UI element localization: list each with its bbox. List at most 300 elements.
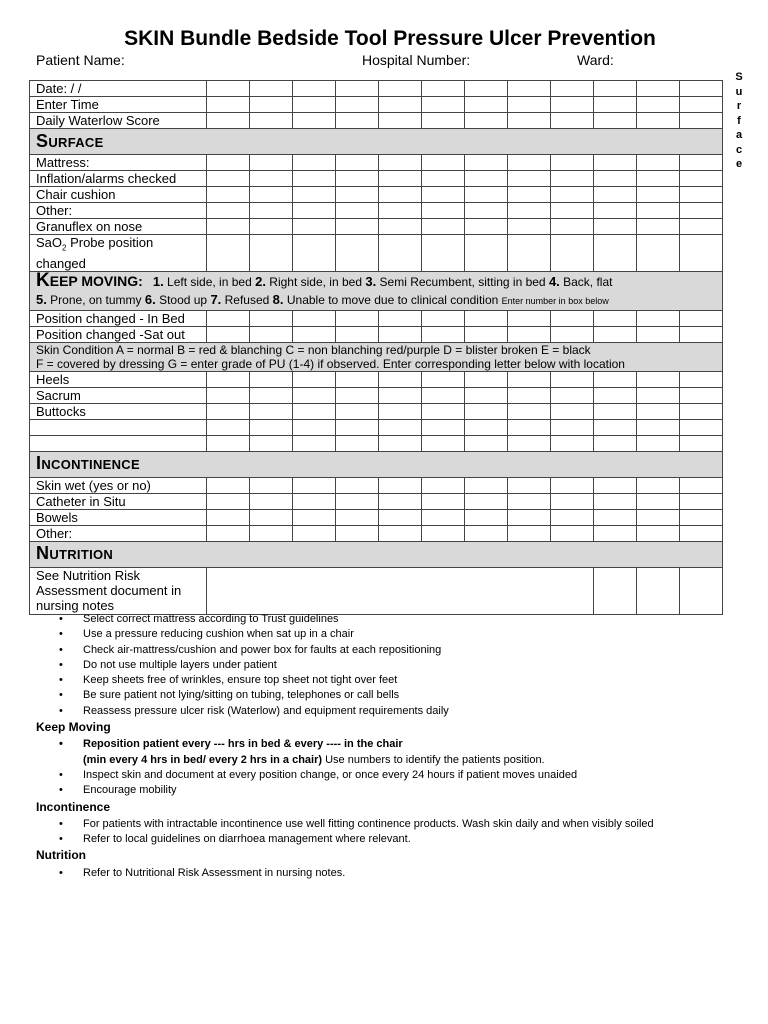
entry-cell[interactable] xyxy=(379,203,422,219)
entry-cell[interactable] xyxy=(336,419,379,435)
entry-cell[interactable] xyxy=(465,509,508,525)
entry-cell[interactable] xyxy=(680,219,723,235)
entry-cell[interactable] xyxy=(293,235,336,272)
entry-cell[interactable] xyxy=(379,435,422,451)
buttocks-label: Buttocks xyxy=(30,403,207,419)
entry-cell[interactable] xyxy=(379,171,422,187)
entry-cell[interactable] xyxy=(508,509,551,525)
entry-cell[interactable] xyxy=(336,371,379,387)
entry-cell[interactable] xyxy=(336,310,379,326)
entry-cell[interactable] xyxy=(293,403,336,419)
nutrition-heading: NUTRITION xyxy=(30,541,723,567)
entry-cell[interactable] xyxy=(637,113,680,129)
entry-cell[interactable] xyxy=(465,326,508,342)
entry-cell[interactable] xyxy=(594,477,637,493)
entry-cell[interactable] xyxy=(465,493,508,509)
entry-cell[interactable] xyxy=(637,477,680,493)
table-row xyxy=(30,81,723,97)
entry-cell[interactable] xyxy=(594,171,637,187)
entry-cell[interactable] xyxy=(207,525,250,541)
entry-cell[interactable] xyxy=(379,187,422,203)
entry-cell[interactable] xyxy=(508,371,551,387)
entry-cell[interactable] xyxy=(680,567,723,614)
table-row xyxy=(30,219,723,235)
list-item: • Reposition patient every --- hrs in bed & every ---- in the chair xyxy=(83,737,736,752)
entry-cell[interactable] xyxy=(508,403,551,419)
entry-cell[interactable] xyxy=(293,310,336,326)
entry-cell[interactable] xyxy=(680,387,723,403)
entry-cell[interactable] xyxy=(465,403,508,419)
entry-cell[interactable] xyxy=(508,493,551,509)
entry-cell[interactable] xyxy=(293,371,336,387)
entry-cell[interactable] xyxy=(508,310,551,326)
table-row xyxy=(30,493,723,509)
entry-cell[interactable] xyxy=(594,387,637,403)
heels-label: Heels xyxy=(30,371,207,387)
entry-cell[interactable] xyxy=(207,171,250,187)
nutrition-entry-cell[interactable] xyxy=(207,567,594,614)
entry-cell[interactable] xyxy=(594,155,637,171)
entry-cell[interactable] xyxy=(680,419,723,435)
entry-cell[interactable] xyxy=(293,171,336,187)
entry-cell[interactable] xyxy=(680,493,723,509)
entry-cell[interactable] xyxy=(207,155,250,171)
surface-guidance-list xyxy=(36,612,736,719)
entry-cell[interactable] xyxy=(250,219,293,235)
entry-cell[interactable] xyxy=(207,435,250,451)
entry-cell[interactable] xyxy=(379,525,422,541)
entry-cell[interactable] xyxy=(207,203,250,219)
keep-moving-heading: KEEP MOVING: 1. Left side, in bed 2. Right side, in bed 3. Semi Recumbent, sitting in bed 4. Back, flat 5. Prone, on tummy 6. Stood up 7. Refused 8. Unable to move due to clinical condition Enter number in box below xyxy=(30,271,723,310)
entry-cell[interactable] xyxy=(637,403,680,419)
keep-moving-guidance-list xyxy=(36,737,736,798)
entry-cell[interactable] xyxy=(422,477,465,493)
entry-cell[interactable] xyxy=(508,97,551,113)
entry-cell[interactable] xyxy=(680,155,723,171)
incontinence-section xyxy=(30,451,723,477)
entry-cell[interactable] xyxy=(250,187,293,203)
chair-cushion-label: Chair cushion xyxy=(30,187,207,203)
entry-cell[interactable] xyxy=(594,203,637,219)
entry-cell[interactable] xyxy=(379,235,422,272)
entry-cell[interactable] xyxy=(250,525,293,541)
entry-cell[interactable] xyxy=(293,187,336,203)
entry-cell[interactable] xyxy=(594,235,637,272)
position-in-bed-label: Position changed - In Bed xyxy=(30,310,207,326)
entry-cell[interactable] xyxy=(551,387,594,403)
entry-cell[interactable] xyxy=(551,310,594,326)
entry-cell[interactable] xyxy=(637,493,680,509)
entry-cell[interactable] xyxy=(207,403,250,419)
nutrition-guidance-list xyxy=(36,866,736,881)
entry-cell[interactable] xyxy=(594,113,637,129)
entry-cell[interactable] xyxy=(250,155,293,171)
entry-cell[interactable] xyxy=(207,419,250,435)
entry-cell[interactable] xyxy=(422,419,465,435)
list-item: • For patients with intractable incontinence use well fitting continence products. Wash skin daily and when visibly soiled xyxy=(83,817,736,832)
entry-cell[interactable] xyxy=(422,97,465,113)
entry-cell[interactable] xyxy=(680,203,723,219)
granuflex-label: Granuflex on nose xyxy=(30,219,207,235)
entry-cell[interactable] xyxy=(465,310,508,326)
entry-cell[interactable] xyxy=(336,97,379,113)
entry-cell[interactable] xyxy=(465,155,508,171)
incontinence-heading: INCONTINENCE xyxy=(30,451,723,477)
entry-cell[interactable] xyxy=(465,371,508,387)
page-title: SKIN Bundle Bedside Tool Pressure Ulcer Prevention xyxy=(124,27,656,50)
entry-cell[interactable] xyxy=(250,493,293,509)
entry-cell[interactable] xyxy=(250,81,293,97)
entry-cell[interactable] xyxy=(336,493,379,509)
sacrum-label: Sacrum xyxy=(30,387,207,403)
table-row xyxy=(30,310,723,326)
entry-cell[interactable] xyxy=(207,310,250,326)
entry-cell[interactable] xyxy=(594,371,637,387)
entry-cell[interactable] xyxy=(379,81,422,97)
entry-cell[interactable] xyxy=(422,326,465,342)
entry-cell[interactable] xyxy=(637,97,680,113)
list-item: • Refer to local guidelines on diarrhoea management where relevant. xyxy=(83,832,736,847)
entry-cell[interactable] xyxy=(250,477,293,493)
list-item: • Encourage mobility xyxy=(83,783,736,798)
entry-cell[interactable] xyxy=(508,525,551,541)
entry-cell[interactable] xyxy=(594,326,637,342)
entry-cell[interactable] xyxy=(379,403,422,419)
entry-cell[interactable] xyxy=(551,419,594,435)
entry-cell[interactable] xyxy=(508,113,551,129)
entry-cell[interactable] xyxy=(422,235,465,272)
entry-cell[interactable] xyxy=(594,310,637,326)
entry-cell[interactable] xyxy=(293,387,336,403)
entry-cell[interactable] xyxy=(336,155,379,171)
entry-cell[interactable] xyxy=(680,113,723,129)
entry-cell[interactable] xyxy=(551,219,594,235)
entry-cell[interactable] xyxy=(551,187,594,203)
waterlow-label: Daily Waterlow Score xyxy=(30,113,207,129)
entry-cell[interactable] xyxy=(250,235,293,272)
entry-cell[interactable] xyxy=(637,155,680,171)
entry-cell[interactable] xyxy=(250,203,293,219)
entry-cell[interactable] xyxy=(551,326,594,342)
entry-cell[interactable] xyxy=(422,525,465,541)
entry-cell[interactable] xyxy=(465,387,508,403)
entry-cell[interactable] xyxy=(508,171,551,187)
entry-cell[interactable] xyxy=(422,187,465,203)
entry-cell[interactable] xyxy=(293,525,336,541)
entry-cell[interactable] xyxy=(207,509,250,525)
entry-cell[interactable] xyxy=(637,435,680,451)
skin-condition-key: Skin Condition A = normal B = red & blanching C = non blanching red/purple D = blister broken E = black F = covered by dressing G = enter grade of PU (1-4) if observed. Enter corresponding letter below with location xyxy=(30,342,723,371)
table-row xyxy=(30,403,723,419)
entry-cell[interactable] xyxy=(336,219,379,235)
entry-cell[interactable] xyxy=(207,219,250,235)
entry-cell[interactable] xyxy=(551,371,594,387)
entry-cell[interactable] xyxy=(293,155,336,171)
entry-cell[interactable] xyxy=(551,235,594,272)
entry-cell[interactable] xyxy=(293,493,336,509)
table-row xyxy=(30,477,723,493)
entry-cell[interactable] xyxy=(508,235,551,272)
entry-cell[interactable] xyxy=(551,509,594,525)
entry-cell[interactable] xyxy=(379,419,422,435)
entry-cell[interactable] xyxy=(508,155,551,171)
list-item: • Select correct mattress according to Trust guidelines xyxy=(83,612,736,627)
entry-cell[interactable] xyxy=(336,509,379,525)
entry-cell[interactable] xyxy=(293,326,336,342)
entry-cell[interactable] xyxy=(465,235,508,272)
entry-cell[interactable] xyxy=(465,435,508,451)
entry-cell[interactable] xyxy=(379,371,422,387)
entry-cell[interactable] xyxy=(637,419,680,435)
entry-cell[interactable] xyxy=(637,387,680,403)
keep-moving-heading: Keep Moving xyxy=(36,720,111,735)
time-label: Enter Time xyxy=(30,97,207,113)
guidance-notes xyxy=(36,612,736,881)
entry-cell[interactable] xyxy=(508,219,551,235)
entry-cell[interactable] xyxy=(637,509,680,525)
entry-cell[interactable] xyxy=(250,419,293,435)
entry-cell[interactable] xyxy=(637,171,680,187)
entry-cell[interactable] xyxy=(336,203,379,219)
entry-cell[interactable] xyxy=(594,81,637,97)
entry-cell[interactable] xyxy=(293,509,336,525)
entry-cell[interactable] xyxy=(207,81,250,97)
entry-cell[interactable] xyxy=(379,219,422,235)
entry-cell[interactable] xyxy=(594,419,637,435)
entry-cell[interactable] xyxy=(293,219,336,235)
entry-cell[interactable] xyxy=(594,219,637,235)
skin-condition-section xyxy=(30,342,723,371)
entry-cell[interactable] xyxy=(551,403,594,419)
entry-cell[interactable] xyxy=(680,371,723,387)
entry-cell[interactable] xyxy=(637,203,680,219)
entry-cell[interactable] xyxy=(293,81,336,97)
entry-cell[interactable] xyxy=(293,97,336,113)
entry-cell[interactable] xyxy=(422,203,465,219)
nutrition-section xyxy=(30,541,723,567)
entry-cell[interactable] xyxy=(207,477,250,493)
list-item: • Use a pressure reducing cushion when sat up in a chair xyxy=(83,627,736,642)
entry-cell[interactable] xyxy=(594,509,637,525)
entry-cell[interactable] xyxy=(637,371,680,387)
entry-cell[interactable] xyxy=(508,187,551,203)
entry-cell[interactable] xyxy=(637,567,680,614)
entry-cell[interactable] xyxy=(379,310,422,326)
entry-cell[interactable] xyxy=(594,97,637,113)
entry-cell[interactable] xyxy=(422,310,465,326)
entry-cell[interactable] xyxy=(465,219,508,235)
table-row xyxy=(30,509,723,525)
entry-cell[interactable] xyxy=(508,203,551,219)
date-label: Date: / / xyxy=(30,81,207,97)
entry-cell[interactable] xyxy=(379,387,422,403)
entry-cell[interactable] xyxy=(680,171,723,187)
ward-label: Ward: xyxy=(577,52,614,68)
entry-cell[interactable] xyxy=(680,187,723,203)
position-sat-out-label: Position changed -Sat out xyxy=(30,326,207,342)
entry-cell[interactable] xyxy=(293,435,336,451)
blank-label xyxy=(30,435,207,451)
entry-cell[interactable] xyxy=(551,171,594,187)
entry-cell[interactable] xyxy=(551,81,594,97)
entry-cell[interactable] xyxy=(250,310,293,326)
entry-cell[interactable] xyxy=(250,435,293,451)
entry-cell[interactable] xyxy=(207,235,250,272)
entry-cell[interactable] xyxy=(336,187,379,203)
entry-cell[interactable] xyxy=(594,493,637,509)
entry-cell[interactable] xyxy=(422,387,465,403)
entry-cell[interactable] xyxy=(336,387,379,403)
entry-cell[interactable] xyxy=(680,310,723,326)
entry-cell[interactable] xyxy=(422,509,465,525)
entry-cell[interactable] xyxy=(637,326,680,342)
entry-cell[interactable] xyxy=(508,477,551,493)
entry-cell[interactable] xyxy=(551,155,594,171)
entry-cell[interactable] xyxy=(422,171,465,187)
surface-side-label: S u r f a c e xyxy=(735,71,743,170)
entry-cell[interactable] xyxy=(637,187,680,203)
list-item-continued: (min every 4 hrs in bed/ every 2 hrs in a chair) Use numbers to identify the patients position. xyxy=(83,753,545,766)
entry-cell[interactable] xyxy=(336,403,379,419)
entry-cell[interactable] xyxy=(379,97,422,113)
entry-cell[interactable] xyxy=(422,493,465,509)
sao2-label: SaO$_2$ Probe position changed xyxy=(30,235,207,272)
entry-cell[interactable] xyxy=(250,387,293,403)
entry-cell[interactable] xyxy=(551,97,594,113)
entry-cell[interactable] xyxy=(637,525,680,541)
table-row xyxy=(30,387,723,403)
entry-cell[interactable] xyxy=(465,97,508,113)
entry-cell[interactable] xyxy=(379,113,422,129)
entry-cell[interactable] xyxy=(250,371,293,387)
entry-cell[interactable] xyxy=(465,171,508,187)
entry-cell[interactable] xyxy=(508,81,551,97)
entry-cell[interactable] xyxy=(293,477,336,493)
entry-cell[interactable] xyxy=(680,326,723,342)
entry-cell[interactable] xyxy=(508,419,551,435)
entry-cell[interactable] xyxy=(465,525,508,541)
mattress-label: Mattress: xyxy=(30,155,207,171)
entry-cell[interactable] xyxy=(336,525,379,541)
entry-cell[interactable] xyxy=(422,435,465,451)
entry-cell[interactable] xyxy=(336,81,379,97)
entry-cell[interactable] xyxy=(207,326,250,342)
entry-cell[interactable] xyxy=(336,326,379,342)
entry-cell[interactable] xyxy=(379,493,422,509)
entry-cell[interactable] xyxy=(680,477,723,493)
entry-cell[interactable] xyxy=(594,403,637,419)
entry-cell[interactable] xyxy=(207,113,250,129)
skin-wet-label: Skin wet (yes or no) xyxy=(30,477,207,493)
list-item: • Check air-mattress/cushion and power box for faults at each repositioning xyxy=(83,643,736,658)
entry-cell[interactable] xyxy=(250,326,293,342)
entry-cell[interactable] xyxy=(207,493,250,509)
entry-cell[interactable] xyxy=(422,403,465,419)
entry-cell[interactable] xyxy=(637,235,680,272)
entry-cell[interactable] xyxy=(508,387,551,403)
entry-cell[interactable] xyxy=(594,187,637,203)
list-item: • Refer to Nutritional Risk Assessment in nursing notes. xyxy=(83,866,736,881)
entry-cell[interactable] xyxy=(637,219,680,235)
entry-cell[interactable] xyxy=(336,235,379,272)
entry-cell[interactable] xyxy=(379,477,422,493)
entry-cell[interactable] xyxy=(336,477,379,493)
entry-cell[interactable] xyxy=(508,435,551,451)
entry-cell[interactable] xyxy=(293,113,336,129)
entry-cell[interactable] xyxy=(336,171,379,187)
entry-cell[interactable] xyxy=(207,187,250,203)
entry-cell[interactable] xyxy=(594,435,637,451)
entry-cell[interactable] xyxy=(465,187,508,203)
entry-cell[interactable] xyxy=(250,509,293,525)
entry-cell[interactable] xyxy=(551,113,594,129)
entry-cell[interactable] xyxy=(680,97,723,113)
entry-cell[interactable] xyxy=(422,371,465,387)
entry-cell[interactable] xyxy=(250,113,293,129)
entry-cell[interactable] xyxy=(422,113,465,129)
entry-cell[interactable] xyxy=(551,493,594,509)
entry-cell[interactable] xyxy=(551,525,594,541)
entry-cell[interactable] xyxy=(465,113,508,129)
entry-cell[interactable] xyxy=(680,235,723,272)
entry-cell[interactable] xyxy=(293,203,336,219)
table-row xyxy=(30,113,723,129)
entry-cell[interactable] xyxy=(465,477,508,493)
entry-cell[interactable] xyxy=(680,435,723,451)
entry-cell[interactable] xyxy=(680,509,723,525)
entry-cell[interactable] xyxy=(422,155,465,171)
entry-cell[interactable] xyxy=(680,403,723,419)
entry-cell[interactable] xyxy=(250,403,293,419)
entry-cell[interactable] xyxy=(379,509,422,525)
entry-cell[interactable] xyxy=(250,171,293,187)
entry-cell[interactable] xyxy=(551,203,594,219)
entry-cell[interactable] xyxy=(594,525,637,541)
entry-cell[interactable] xyxy=(422,219,465,235)
entry-cell[interactable] xyxy=(465,419,508,435)
other-label: Other: xyxy=(30,525,207,541)
incontinence-heading: Incontinence xyxy=(36,799,111,814)
entry-cell[interactable] xyxy=(379,155,422,171)
list-item: • Be sure patient not lying/sitting on tubing, telephones or call bells xyxy=(83,688,736,703)
entry-cell[interactable] xyxy=(336,113,379,129)
entry-cell[interactable] xyxy=(422,81,465,97)
entry-cell[interactable] xyxy=(637,81,680,97)
entry-cell[interactable] xyxy=(637,310,680,326)
table-row xyxy=(30,203,723,219)
entry-cell[interactable] xyxy=(293,419,336,435)
entry-cell[interactable] xyxy=(551,435,594,451)
entry-cell[interactable] xyxy=(680,81,723,97)
entry-cell[interactable] xyxy=(207,387,250,403)
entry-cell[interactable] xyxy=(336,435,379,451)
entry-cell[interactable] xyxy=(207,97,250,113)
table-row xyxy=(30,525,723,541)
table-row xyxy=(30,567,723,614)
entry-cell[interactable] xyxy=(465,203,508,219)
entry-cell[interactable] xyxy=(594,567,637,614)
entry-cell[interactable] xyxy=(379,326,422,342)
other-label: Other: xyxy=(30,203,207,219)
entry-cell[interactable] xyxy=(680,525,723,541)
entry-cell[interactable] xyxy=(508,326,551,342)
entry-cell[interactable] xyxy=(465,81,508,97)
assessment-grid xyxy=(29,80,723,615)
list-item: • Keep sheets free of wrinkles, ensure top sheet not tight over feet xyxy=(83,673,736,688)
entry-cell[interactable] xyxy=(551,477,594,493)
entry-cell[interactable] xyxy=(250,97,293,113)
entry-cell[interactable] xyxy=(207,371,250,387)
